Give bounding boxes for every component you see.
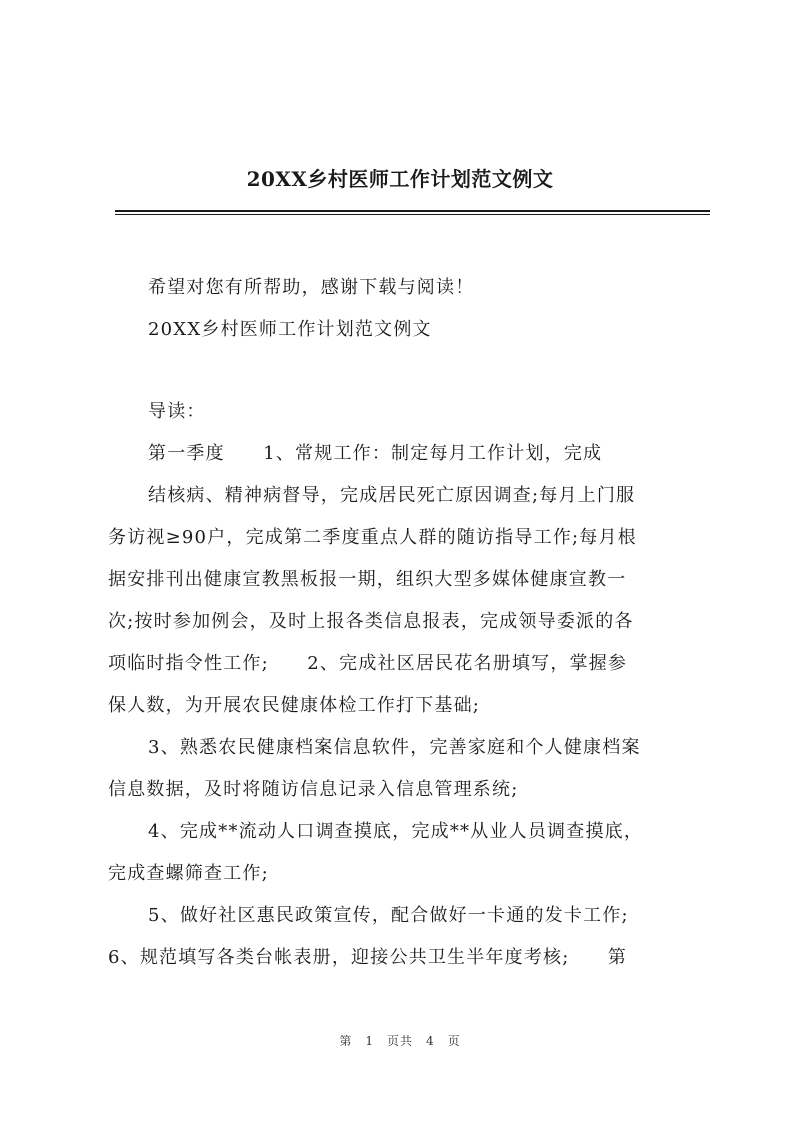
body-line: 务访视≥90户，完成第二季度重点人群的随访指导工作;每月根 [108,527,637,548]
body-line: 次;按时参加例会，及时上报各类信息报表，完成领导委派的各 [108,611,634,632]
greeting-line: 希望对您有所帮助，感谢下载与阅读！ [148,277,475,298]
body-line: 信息数据，及时将随访信息记录入信息管理系统; [108,779,519,800]
title-divider-thin [115,214,710,215]
intro-label: 导读： [148,401,206,422]
body-line: 保人数，为开展农民健康体检工作打下基础; [108,695,481,716]
body-line: 第一季度 1、常规工作：制定每月工作计划，完成 [148,443,603,464]
body-line: 项临时指令性工作; 2、完成社区居民花名册填写，掌握参 [108,653,628,674]
body-line: 4、完成**流动人口调查摸底，完成**从业人员调查摸底， [148,821,644,842]
body-line: 3、熟悉农民健康档案信息软件，完善家庭和个人健康档案 [148,737,641,758]
subtitle-line: 20XX乡村医师工作计划范文例文 [148,319,432,340]
body-line: 6、规范填写各类台帐表册，迎接公共卫生半年度考核; 第 [108,947,628,968]
body-line: 据安排刊出健康宣教黑板报一期，组织大型多媒体健康宣教一 [108,569,627,590]
body-line: 5、做好社区惠民政策宣传，配合做好一卡通的发卡工作; [148,905,629,926]
title-divider-thick [115,210,710,212]
document-title: 20XX乡村医师工作计划范文例文 [246,167,554,191]
body-line: 完成查螺筛查工作; [108,863,269,884]
body-line: 结核病、精神病督导，完成居民死亡原因调查;每月上门服 [148,485,636,506]
page-number-footer: 第 1 页共 4 页 [339,1034,461,1048]
